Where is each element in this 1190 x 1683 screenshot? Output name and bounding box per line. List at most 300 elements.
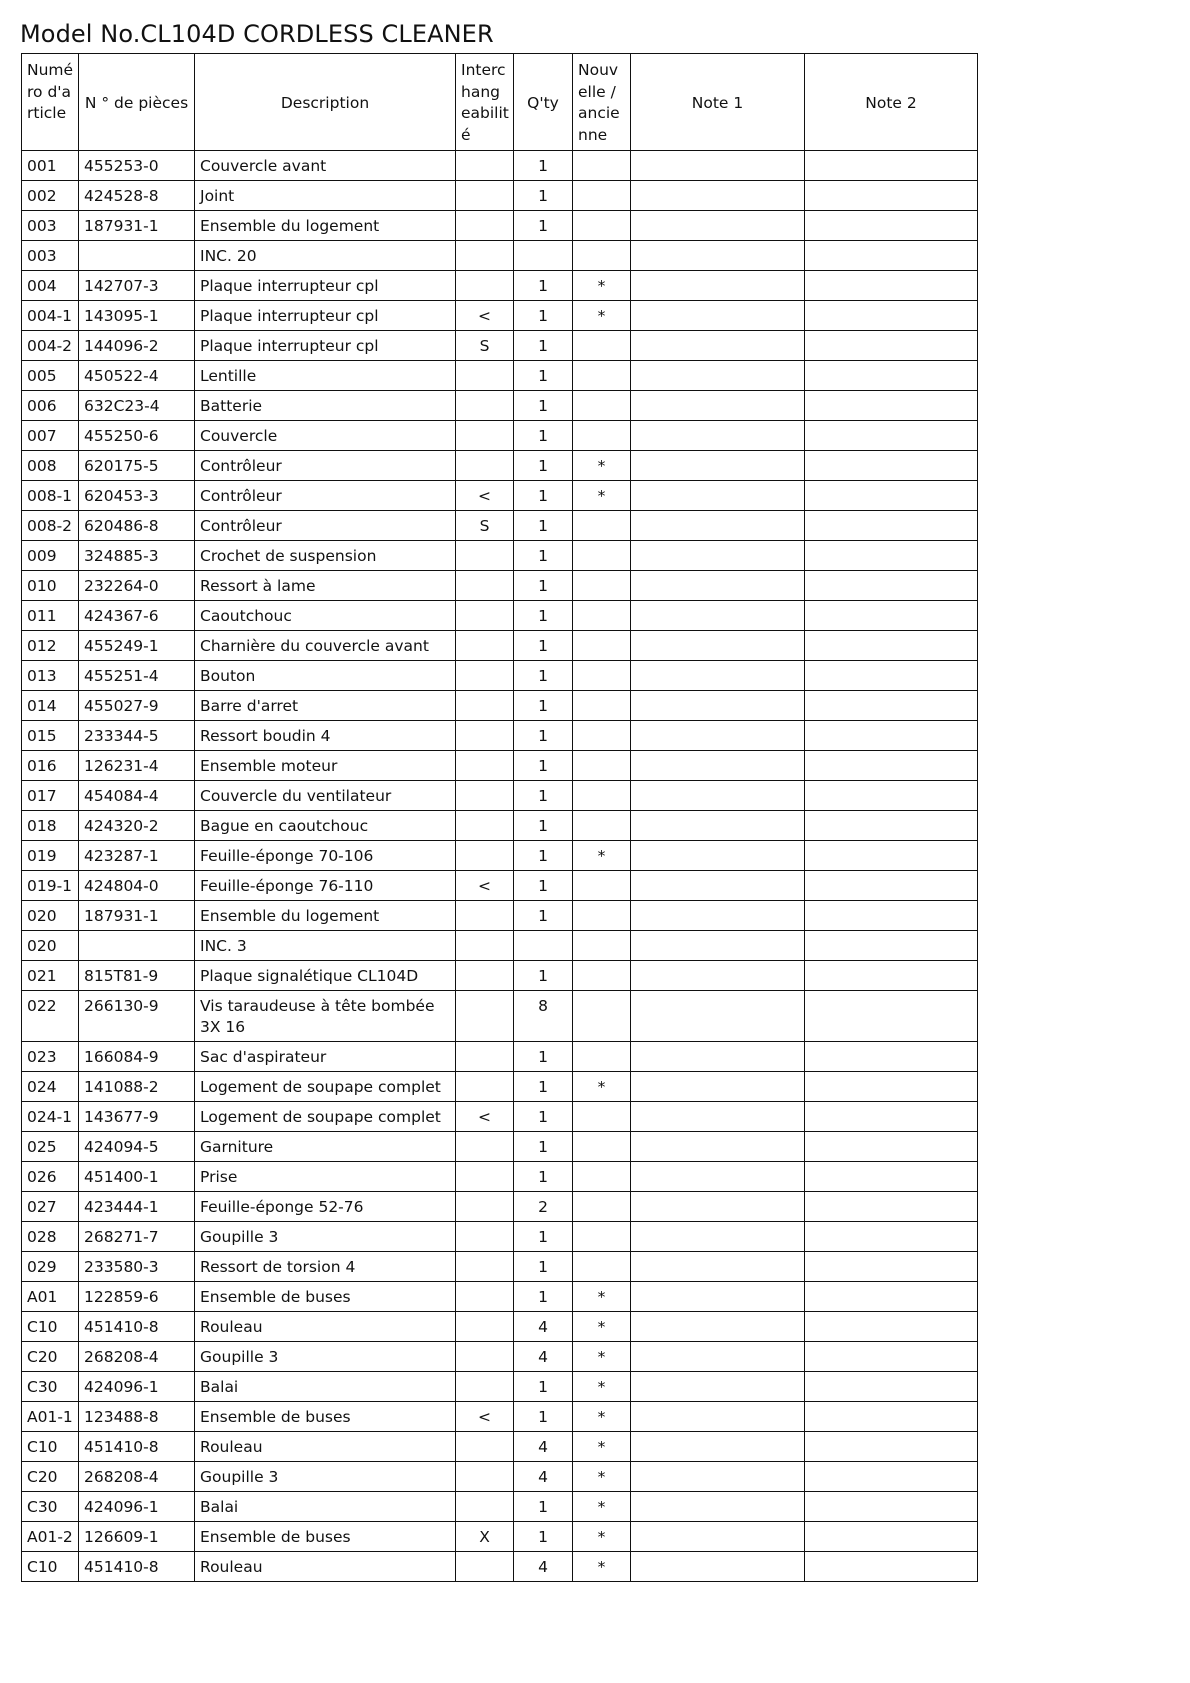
quantity-cell: 1: [514, 781, 573, 811]
description-cell: Prise: [195, 1162, 456, 1192]
item-number-cell: 003: [22, 241, 79, 271]
part-number-cell: 424094-5: [79, 1132, 195, 1162]
note-1-cell: [631, 271, 805, 301]
part-number-cell: 424096-1: [79, 1492, 195, 1522]
new-old-cell: [573, 901, 631, 931]
new-old-cell: [573, 151, 631, 181]
quantity-cell: 1: [514, 1132, 573, 1162]
item-number-cell: 029: [22, 1252, 79, 1282]
interchangeability-cell: [456, 661, 514, 691]
table-row: [22, 961, 978, 991]
description-cell: Ensemble de buses: [195, 1282, 456, 1312]
part-number-cell: 424367-6: [79, 601, 195, 631]
note-2-cell: [805, 961, 978, 991]
interchangeability-cell: [456, 991, 514, 1042]
interchangeability-cell: S: [456, 331, 514, 361]
new-old-cell: [573, 931, 631, 961]
note-1-cell: [631, 1042, 805, 1072]
item-number-cell: 004-2: [22, 331, 79, 361]
description-cell: Goupille 3: [195, 1342, 456, 1372]
new-old-cell: *: [573, 1522, 631, 1552]
table-row: [22, 1342, 978, 1372]
table-row: [22, 241, 978, 271]
item-number-cell: 001: [22, 151, 79, 181]
description-cell: Plaque signalétique CL104D: [195, 961, 456, 991]
part-number-cell: 423287-1: [79, 841, 195, 871]
description-cell: Garniture: [195, 1132, 456, 1162]
interchangeability-cell: [456, 571, 514, 601]
part-number-cell: 141088-2: [79, 1072, 195, 1102]
new-old-cell: [573, 1042, 631, 1072]
note-1-cell: [631, 1402, 805, 1432]
item-number-cell: 011: [22, 601, 79, 631]
description-cell: Feuille-éponge 76-110: [195, 871, 456, 901]
quantity-cell: 1: [514, 361, 573, 391]
new-old-cell: [573, 1162, 631, 1192]
item-number-cell: 024-1: [22, 1102, 79, 1132]
table-row: [22, 1492, 978, 1522]
item-number-cell: A01: [22, 1282, 79, 1312]
note-1-cell: [631, 1492, 805, 1522]
description-cell: Ensemble de buses: [195, 1402, 456, 1432]
item-number-cell: 012: [22, 631, 79, 661]
interchangeability-cell: [456, 1222, 514, 1252]
note-2-cell: [805, 1132, 978, 1162]
interchangeability-cell: [456, 1312, 514, 1342]
new-old-cell: *: [573, 1462, 631, 1492]
quantity-cell: 4: [514, 1462, 573, 1492]
item-number-cell: 014: [22, 691, 79, 721]
new-old-cell: [573, 811, 631, 841]
description-cell: Goupille 3: [195, 1462, 456, 1492]
part-number-cell: 126231-4: [79, 751, 195, 781]
header-quantity: Q'ty: [514, 54, 573, 151]
part-number-cell: 187931-1: [79, 901, 195, 931]
interchangeability-cell: <: [456, 301, 514, 331]
quantity-cell: 1: [514, 421, 573, 451]
note-2-cell: [805, 301, 978, 331]
table-row: [22, 151, 978, 181]
note-2-cell: [805, 1312, 978, 1342]
part-number-cell: 451410-8: [79, 1312, 195, 1342]
note-2-cell: [805, 871, 978, 901]
description-cell: Contrôleur: [195, 451, 456, 481]
part-number-cell: 143677-9: [79, 1102, 195, 1132]
item-number-cell: 028: [22, 1222, 79, 1252]
interchangeability-cell: [456, 1462, 514, 1492]
item-number-cell: 016: [22, 751, 79, 781]
quantity-cell: 1: [514, 1072, 573, 1102]
header-new-old: Nouv elle / ancie nne: [573, 54, 631, 151]
new-old-cell: *: [573, 481, 631, 511]
quantity-cell: 8: [514, 991, 573, 1042]
description-cell: Goupille 3: [195, 1222, 456, 1252]
item-number-cell: A01-1: [22, 1402, 79, 1432]
note-1-cell: [631, 691, 805, 721]
interchangeability-cell: [456, 931, 514, 961]
interchangeability-cell: [456, 1162, 514, 1192]
new-old-cell: *: [573, 1402, 631, 1432]
quantity-cell: 1: [514, 391, 573, 421]
note-2-cell: [805, 721, 978, 751]
note-1-cell: [631, 331, 805, 361]
note-2-cell: [805, 811, 978, 841]
part-number-cell: 815T81-9: [79, 961, 195, 991]
note-1-cell: [631, 361, 805, 391]
table-row: [22, 991, 978, 1042]
interchangeability-cell: [456, 601, 514, 631]
part-number-cell: 324885-3: [79, 541, 195, 571]
note-1-cell: [631, 1342, 805, 1372]
table-row: [22, 841, 978, 871]
part-number-cell: [79, 241, 195, 271]
description-cell: Charnière du couvercle avant: [195, 631, 456, 661]
interchangeability-cell: [456, 421, 514, 451]
note-1-cell: [631, 1432, 805, 1462]
item-number-cell: 022: [22, 991, 79, 1042]
part-number-cell: 126609-1: [79, 1522, 195, 1552]
note-2-cell: [805, 901, 978, 931]
description-cell: Ensemble de buses: [195, 1522, 456, 1552]
new-old-cell: *: [573, 1342, 631, 1372]
interchangeability-cell: [456, 1432, 514, 1462]
note-1-cell: [631, 841, 805, 871]
note-2-cell: [805, 1222, 978, 1252]
table-row: [22, 421, 978, 451]
table-row: [22, 811, 978, 841]
interchangeability-cell: [456, 841, 514, 871]
table-row: [22, 181, 978, 211]
description-cell: Ressort à lame: [195, 571, 456, 601]
table-row: [22, 361, 978, 391]
note-1-cell: [631, 451, 805, 481]
item-number-cell: 010: [22, 571, 79, 601]
note-1-cell: [631, 301, 805, 331]
quantity-cell: 1: [514, 271, 573, 301]
part-number-cell: 455027-9: [79, 691, 195, 721]
note-1-cell: [631, 1102, 805, 1132]
interchangeability-cell: [456, 241, 514, 271]
interchangeability-cell: <: [456, 871, 514, 901]
part-number-cell: 166084-9: [79, 1042, 195, 1072]
item-number-cell: 009: [22, 541, 79, 571]
part-number-cell: 144096-2: [79, 331, 195, 361]
new-old-cell: *: [573, 1282, 631, 1312]
table-row: [22, 1462, 978, 1492]
new-old-cell: *: [573, 1492, 631, 1522]
quantity-cell: 1: [514, 901, 573, 931]
new-old-cell: [573, 1222, 631, 1252]
item-number-cell: C20: [22, 1342, 79, 1372]
header-part-number: N ° de pièces: [79, 54, 195, 151]
interchangeability-cell: [456, 151, 514, 181]
item-number-cell: 008: [22, 451, 79, 481]
note-1-cell: [631, 391, 805, 421]
table-row: [22, 601, 978, 631]
item-number-cell: 020: [22, 931, 79, 961]
note-1-cell: [631, 781, 805, 811]
quantity-cell: 1: [514, 721, 573, 751]
quantity-cell: 1: [514, 841, 573, 871]
quantity-cell: 4: [514, 1432, 573, 1462]
note-1-cell: [631, 151, 805, 181]
new-old-cell: [573, 1102, 631, 1132]
part-number-cell: 268271-7: [79, 1222, 195, 1252]
interchangeability-cell: [456, 691, 514, 721]
table-row: [22, 1282, 978, 1312]
table-row: [22, 751, 978, 781]
part-number-cell: 620486-8: [79, 511, 195, 541]
new-old-cell: *: [573, 1432, 631, 1462]
new-old-cell: [573, 751, 631, 781]
item-number-cell: 008-2: [22, 511, 79, 541]
interchangeability-cell: [456, 391, 514, 421]
table-row: [22, 511, 978, 541]
part-number-cell: 620175-5: [79, 451, 195, 481]
quantity-cell: 1: [514, 631, 573, 661]
item-number-cell: A01-2: [22, 1522, 79, 1552]
new-old-cell: [573, 421, 631, 451]
note-2-cell: [805, 631, 978, 661]
item-number-cell: 008-1: [22, 481, 79, 511]
note-2-cell: [805, 211, 978, 241]
description-cell: Plaque interrupteur cpl: [195, 301, 456, 331]
item-number-cell: 007: [22, 421, 79, 451]
note-1-cell: [631, 1192, 805, 1222]
table-row: [22, 901, 978, 931]
parts-table: [21, 53, 978, 1582]
note-1-cell: [631, 1552, 805, 1582]
note-1-cell: [631, 241, 805, 271]
note-2-cell: [805, 391, 978, 421]
note-2-cell: [805, 151, 978, 181]
description-cell: Feuille-éponge 52-76: [195, 1192, 456, 1222]
description-cell: Ensemble moteur: [195, 751, 456, 781]
interchangeability-cell: [456, 1282, 514, 1312]
description-cell: Lentille: [195, 361, 456, 391]
table-row: [22, 301, 978, 331]
item-number-cell: 017: [22, 781, 79, 811]
description-cell: Batterie: [195, 391, 456, 421]
new-old-cell: [573, 991, 631, 1042]
item-number-cell: 019: [22, 841, 79, 871]
table-row: [22, 661, 978, 691]
part-number-cell: 123488-8: [79, 1402, 195, 1432]
table-row: [22, 721, 978, 751]
description-cell: Plaque interrupteur cpl: [195, 331, 456, 361]
part-number-cell: 455250-6: [79, 421, 195, 451]
note-1-cell: [631, 181, 805, 211]
interchangeability-cell: [456, 181, 514, 211]
description-cell: Couvercle du ventilateur: [195, 781, 456, 811]
note-1-cell: [631, 1522, 805, 1552]
note-1-cell: [631, 601, 805, 631]
note-2-cell: [805, 1552, 978, 1582]
note-2-cell: [805, 1162, 978, 1192]
quantity-cell: 1: [514, 751, 573, 781]
interchangeability-cell: [456, 721, 514, 751]
interchangeability-cell: [456, 1192, 514, 1222]
new-old-cell: [573, 781, 631, 811]
new-old-cell: [573, 571, 631, 601]
note-1-cell: [631, 1462, 805, 1492]
part-number-cell: 455253-0: [79, 151, 195, 181]
quantity-cell: 1: [514, 511, 573, 541]
description-cell: Plaque interrupteur cpl: [195, 271, 456, 301]
new-old-cell: [573, 1132, 631, 1162]
quantity-cell: 1: [514, 331, 573, 361]
description-cell: Ensemble du logement: [195, 211, 456, 241]
interchangeability-cell: X: [456, 1522, 514, 1552]
note-2-cell: [805, 1042, 978, 1072]
note-1-cell: [631, 571, 805, 601]
table-row: [22, 1522, 978, 1552]
table-row: [22, 1432, 978, 1462]
note-1-cell: [631, 811, 805, 841]
item-number-cell: C10: [22, 1432, 79, 1462]
new-old-cell: *: [573, 841, 631, 871]
quantity-cell: 1: [514, 601, 573, 631]
note-1-cell: [631, 631, 805, 661]
quantity-cell: 1: [514, 1492, 573, 1522]
new-old-cell: [573, 361, 631, 391]
interchangeability-cell: [456, 1252, 514, 1282]
note-2-cell: [805, 1522, 978, 1552]
quantity-cell: 1: [514, 151, 573, 181]
item-number-cell: 015: [22, 721, 79, 751]
part-number-cell: 451410-8: [79, 1432, 195, 1462]
quantity-cell: 1: [514, 211, 573, 241]
note-2-cell: [805, 511, 978, 541]
note-1-cell: [631, 961, 805, 991]
note-2-cell: [805, 421, 978, 451]
note-1-cell: [631, 751, 805, 781]
new-old-cell: [573, 181, 631, 211]
note-2-cell: [805, 451, 978, 481]
quantity-cell: 1: [514, 871, 573, 901]
table-row: [22, 1102, 978, 1132]
part-number-cell: 266130-9: [79, 991, 195, 1042]
description-cell: Balai: [195, 1492, 456, 1522]
part-number-cell: 233580-3: [79, 1252, 195, 1282]
quantity-cell: [514, 241, 573, 271]
new-old-cell: *: [573, 1372, 631, 1402]
quantity-cell: 1: [514, 1162, 573, 1192]
interchangeability-cell: [456, 811, 514, 841]
quantity-cell: 1: [514, 1522, 573, 1552]
table-row: [22, 1312, 978, 1342]
part-number-cell: 620453-3: [79, 481, 195, 511]
description-cell: Ensemble du logement: [195, 901, 456, 931]
description-cell: Rouleau: [195, 1312, 456, 1342]
table-row: [22, 631, 978, 661]
part-number-cell: 454084-4: [79, 781, 195, 811]
interchangeability-cell: [456, 451, 514, 481]
interchangeability-cell: [456, 1342, 514, 1372]
part-number-cell: 455251-4: [79, 661, 195, 691]
part-number-cell: 187931-1: [79, 211, 195, 241]
new-old-cell: *: [573, 1072, 631, 1102]
interchangeability-cell: [456, 781, 514, 811]
note-1-cell: [631, 1252, 805, 1282]
interchangeability-cell: [456, 361, 514, 391]
item-number-cell: 018: [22, 811, 79, 841]
description-cell: Rouleau: [195, 1432, 456, 1462]
note-1-cell: [631, 931, 805, 961]
description-cell: INC. 20: [195, 241, 456, 271]
note-2-cell: [805, 1282, 978, 1312]
description-cell: Vis taraudeuse à tête bombée 3X 16: [195, 991, 456, 1042]
item-number-cell: C10: [22, 1312, 79, 1342]
note-1-cell: [631, 1072, 805, 1102]
note-2-cell: [805, 601, 978, 631]
description-cell: Crochet de suspension: [195, 541, 456, 571]
note-2-cell: [805, 1372, 978, 1402]
item-number-cell: 004-1: [22, 301, 79, 331]
quantity-cell: 1: [514, 1372, 573, 1402]
interchangeability-cell: [456, 1132, 514, 1162]
quantity-cell: 1: [514, 571, 573, 601]
interchangeability-cell: [456, 1492, 514, 1522]
note-1-cell: [631, 211, 805, 241]
table-row: [22, 1132, 978, 1162]
note-2-cell: [805, 1462, 978, 1492]
quantity-cell: 1: [514, 481, 573, 511]
table-row: [22, 1222, 978, 1252]
table-row: [22, 541, 978, 571]
item-number-cell: 013: [22, 661, 79, 691]
note-2-cell: [805, 1252, 978, 1282]
quantity-cell: 1: [514, 961, 573, 991]
description-cell: Caoutchouc: [195, 601, 456, 631]
table-row: [22, 931, 978, 961]
quantity-cell: 1: [514, 301, 573, 331]
item-number-cell: 002: [22, 181, 79, 211]
quantity-cell: [514, 931, 573, 961]
quantity-cell: 1: [514, 181, 573, 211]
note-2-cell: [805, 361, 978, 391]
new-old-cell: *: [573, 1552, 631, 1582]
description-cell: Rouleau: [195, 1552, 456, 1582]
interchangeability-cell: <: [456, 481, 514, 511]
description-cell: Bouton: [195, 661, 456, 691]
header-description: Description: [195, 54, 456, 151]
quantity-cell: 1: [514, 811, 573, 841]
part-number-cell: 142707-3: [79, 271, 195, 301]
note-1-cell: [631, 1222, 805, 1252]
table-row: [22, 451, 978, 481]
table-header-row: [22, 54, 978, 151]
quantity-cell: 1: [514, 1102, 573, 1132]
note-1-cell: [631, 721, 805, 751]
interchangeability-cell: [456, 541, 514, 571]
interchangeability-cell: [456, 901, 514, 931]
table-row: [22, 211, 978, 241]
interchangeability-cell: <: [456, 1402, 514, 1432]
part-number-cell: 268208-4: [79, 1462, 195, 1492]
part-number-cell: 268208-4: [79, 1342, 195, 1372]
item-number-cell: 023: [22, 1042, 79, 1072]
note-2-cell: [805, 541, 978, 571]
table-row: [22, 1162, 978, 1192]
note-1-cell: [631, 1372, 805, 1402]
table-row: [22, 871, 978, 901]
table-row: [22, 1072, 978, 1102]
description-cell: Contrôleur: [195, 511, 456, 541]
table-row: [22, 691, 978, 721]
quantity-cell: 1: [514, 1282, 573, 1312]
quantity-cell: 1: [514, 1402, 573, 1432]
